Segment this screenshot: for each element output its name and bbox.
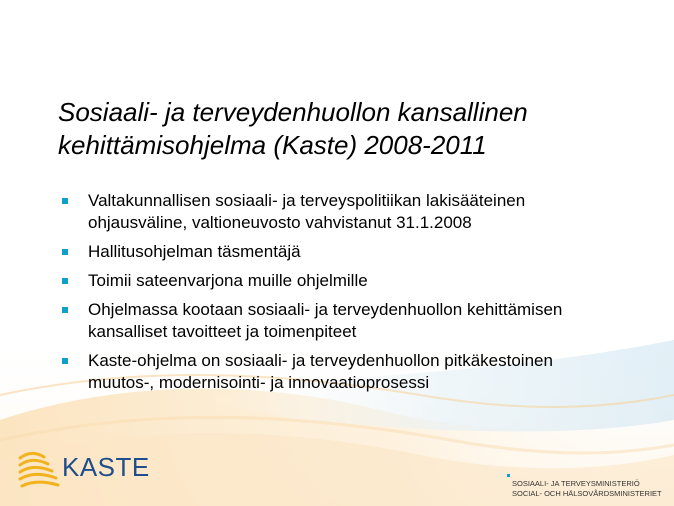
bullet-text-line: ohjausväline, valtioneuvosto vahvistanut 31.1.2008: [88, 213, 472, 232]
bullet-square-icon: [62, 307, 68, 313]
ministry-logo: [507, 474, 672, 499]
logo-text: KASTE: [62, 452, 150, 482]
kaste-logo: [18, 448, 158, 490]
kaste-wave-logo-icon: [18, 448, 60, 490]
slide-title: [58, 96, 648, 162]
ministry-name-finnish: SOSIAALI- JA TERVEYSMINISTERIÖ: [512, 479, 640, 488]
bullet-square-icon: [62, 249, 68, 255]
bullet-item: [60, 299, 640, 343]
title-line-1: Sosiaali- ja terveydenhuollon kansallinen: [58, 97, 528, 127]
ministry-name-swedish: SOCIAL- OCH HÄLSOVÅRDSMINISTERIET: [512, 489, 662, 498]
bullet-item: [60, 190, 640, 234]
bullet-text-line: Ohjelmassa kootaan sosiaali- ja terveydenhuollon kehittämisen: [88, 300, 563, 319]
ministry-dot-icon: [507, 474, 510, 477]
bullet-item: [60, 350, 640, 394]
bullet-text-line: muutos-, modernisointi- ja innovaatioprosessi: [88, 373, 430, 392]
bullet-square-icon: [62, 278, 68, 284]
bullet-item: [60, 241, 640, 263]
bullet-square-icon: [62, 198, 68, 204]
bullet-text-line: Valtakunnallisen sosiaali- ja terveyspolitiikan lakisääteinen: [88, 191, 526, 210]
bullet-text-line: Kaste-ohjelma on sosiaali- ja terveydenhuollon pitkäkestoinen: [88, 351, 553, 370]
bullet-text-line: Hallitusohjelman täsmentäjä: [88, 242, 301, 261]
bullet-text-line: kansalliset tavoitteet ja toimenpiteet: [88, 322, 357, 341]
title-line-2: kehittämisohjelma (Kaste) 2008-2011: [58, 130, 487, 160]
bullet-square-icon: [62, 358, 68, 364]
bullet-text-line: Toimii sateenvarjona muille ohjelmille: [88, 271, 368, 290]
bullet-list: [60, 190, 640, 401]
bullet-item: [60, 270, 640, 292]
